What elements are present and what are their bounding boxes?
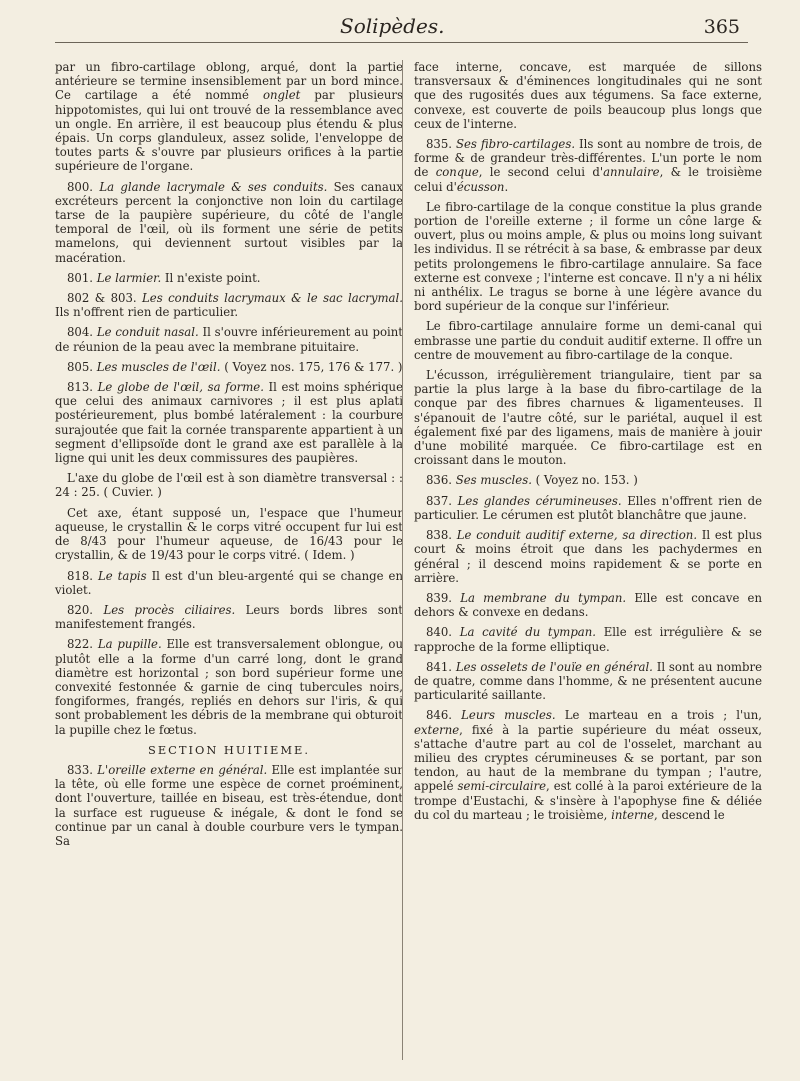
paragraph-cet-axe: Cet axe, étant supposé un, l'espace que l'humeur aqueuse, le crystallin & le corps vitré occupent fur lui est de 8/43 pour l'humeur aqueuse, de 16/43 pour le crystallin, & de 19/43 pour le corps vitré. ( Idem. ) bbox=[55, 505, 403, 563]
paragraph-805: 805. Les muscles de l'œil. ( Voyez nos. 175, 176 & 177. ) bbox=[67, 359, 403, 374]
paragraph-836: 836. Ses muscles. ( Voyez no. 153. ) bbox=[426, 473, 638, 488]
paragraph: par un fibro-cartilage oblong, arqué, dont la partie antérieure se termine insensiblement par un bord mince. Ce cartilage a été nommé onglet par plusieurs hippotomistes, qui lui ont trouvé de la ressemblance avec un ongle. En arrière, il est beaucoup plus étendu & plus épais. Un corps glanduleux, assez solide, l'enveloppe de toutes parts & s'ouvre par plusieurs orifices à la partie supérieure de l'organe. bbox=[55, 60, 404, 174]
header-rule bbox=[55, 42, 748, 43]
paragraph-ecusson: L'écusson, irrégulièrement triangulaire, tient par sa partie la plus large à la base du fibro-cartilage de la conque par des fibres charnues & ligamenteuses. Il s'épanouit de l'autre côté, sur le pariétal, auquel il est également fixé par des ligamens, mais de manière à jouir d'une mobilité marquée. Ce fibro-cartilage est en croissant dans le mouton. bbox=[414, 368, 762, 468]
paragraph-conque: Le fibro-cartilage de la conque constitue la plus grande portion de l'oreille externe ; il forme un cône large & ouvert, plus ou moins ample, & plus ou moins long suivant les individus. Il se rétrécit à sa base, & embrasse par deux petits prolongemens le fibro-cartilage annulaire. Sa face externe est convexe ; l'interne est concave. Il n'y a ni hélix ni anthélix. Le tragus se borne à une légère avance du bord supérieur de la conque sur l'inférieur. bbox=[414, 199, 762, 314]
paragraph-annulaire: Le fibro-cartilage annulaire forme un demi-canal qui embrasse une partie du conduit auditif externe. Il offre un centre de mouvement au fibro-cartilage de la conque. bbox=[414, 319, 762, 362]
paragraph-800: 800. La glande lacrymale & ses conduits. Ses canaux excréteurs percent la conjonctive non loin du cartilage tarse de la paupière supérieure, du côté de l'angle temporal de l'œil, où ils forment une série de petits mamelons, qui deviennent surtout visibles par la macération. bbox=[55, 179, 403, 265]
paragraph-841: 841. Les osselets de l'ouïe en général. Il sont au nombre de quatre, comme dans l'homme, & ne présentent aucune particularité saillante. bbox=[414, 659, 762, 703]
page-header bbox=[0, 10, 800, 48]
paragraph-822: 822. La pupille. Elle est transversalement oblongue, ou plutôt elle a la forme d'un carré long, dont le grand diamètre est horizontal ; son bord supérieur forme une convexité festonnée & garnie de cinq tubercules noirs, fongiformes, frangés, repliés en dehors sur l'iris, & qui sont probablement les débris de la membrane qui obturoit la pupille chez le fœtus. bbox=[55, 637, 403, 737]
paragraph-837: 837. Les glandes cérumineuses. Elles n'offrent rien de particulier. Le cérumen est plutôt blanchâtre que jaune. bbox=[414, 493, 762, 522]
running-title: Solipèdes. bbox=[340, 14, 445, 38]
left-column bbox=[55, 60, 403, 854]
paragraph-813: 813. Le globe de l'œil, sa forme. Il est moins sphérique que celui des animaux carnivores ; il est plus aplati postérieurement, plus bombé latéralement : la courbure surajoutée que fait la cornée transparente appartient à un segment d'ellipsoïde dont le grand axe est parallèle à la ligne qui unit les deux commissures des paupières. bbox=[55, 380, 403, 466]
paragraph-840: 840. La cavité du tympan. Elle est irrégulière & se rapproche de la forme elliptique. bbox=[414, 625, 762, 654]
paragraph-axe: L'axe du globe de l'œil est à son diamètre transversal : : 24 : 25. ( Cuvier. ) bbox=[55, 471, 403, 500]
page-number: 365 bbox=[703, 16, 740, 38]
paragraph-833: 833. L'oreille externe en général. Elle est implantée sur la tête, où elle forme une espèce de cornet proéminent, dont l'ouverture, taillée en biseau, est très-étendue, dont la surface est rugueuse & inégale, & dont le fond se continue par un canal à double courbure vers le tympan. Sa bbox=[55, 762, 403, 848]
paragraph: face interne, concave, est marquée de sillons transversaux & d'éminences longitudinales qui ne sont que des rugosités dues aux tégumens. Sa face externe, convexe, est couverte de poils beaucoup plus longs que ceux de l'interne. bbox=[414, 60, 762, 131]
paragraph-820: 820. Les procès ciliaires. Leurs bords libres sont manifestement frangés. bbox=[55, 602, 403, 632]
paragraph-839: 839. La membrane du tympan. Elle est concave en dehors & convexe en dedans. bbox=[414, 590, 762, 620]
section-heading: SECTION HUITIEME. bbox=[148, 742, 310, 757]
paragraph-801: 801. Le larmier. Il n'existe point. bbox=[67, 270, 261, 285]
right-column bbox=[414, 60, 762, 828]
paragraph-802: 802 & 803. Les conduits lacrymaux & le sac lacrymal. Ils n'offrent rien de particulier. bbox=[55, 291, 403, 320]
column-divider bbox=[402, 60, 403, 1060]
paragraph-818: 818. Le tapis Il est d'un bleu-argenté qui se change en violet. bbox=[55, 568, 403, 597]
paragraph-846: 846. Leurs muscles. Le marteau en a trois ; l'un, externe, fixé à la partie supérieure du méat osseux, s'attache d'autre part au col de l'osselet, marchant au milieu des cryptes cérumineuses & se portant, par son tendon, au haut de la membrane du tympan ; l'autre, appelé semi-circulaire, est collé à la paroi extérieure de la trompe d'Eustachi, & s'insère à l'apophyse fine & déliée du col du marteau ; le troisième, interne, descend le bbox=[414, 708, 762, 822]
paragraph-838: 838. Le conduit auditif externe, sa direction. Il est plus court & moins étroit que dans les pachydermes en général ; il descend moins rapidement & se porte en arrière. bbox=[414, 528, 762, 585]
paragraph-835: 835. Ses fibro-cartilages. Ils sont au nombre de trois, de forme & de grandeur très-différentes. L'un porte le nom de conque, le second celui d'annulaire, & le troisième celui d'écusson. bbox=[414, 137, 763, 194]
paragraph-804: 804. Le conduit nasal. Il s'ouvre inférieurement au point de réunion de la peau avec la membrane pituitaire. bbox=[55, 325, 403, 354]
